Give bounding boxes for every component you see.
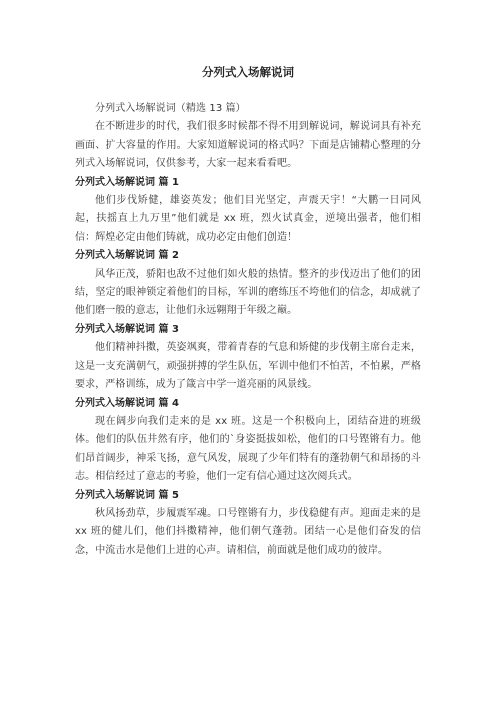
section-heading: 分列式入场解说词 篇 4 bbox=[75, 397, 179, 409]
section-heading: 分列式入场解说词 篇 2 bbox=[75, 250, 179, 262]
document-subtitle: 分列式入场解说词（精选 13 篇） bbox=[95, 103, 246, 114]
document-page bbox=[75, 64, 421, 560]
section-heading: 分列式入场解说词 篇 3 bbox=[75, 323, 179, 335]
intro-paragraph: 在不断进步的时代，我们很多时候都不得不用到解说词，解说词具有补充画面、扩大容量的作用。大家知道解说词的格式吗？下面是店铺精心整理的分列式入场解说词，仅供参考，大家一起来看看吧。 bbox=[75, 121, 421, 170]
section-paragraph: 现在阔步向我们走来的是 xx 班。这是一个积极向上，团结奋进的班级体。他们的队伍井然有序，他们的`身姿挺拔如松，他们的口号铿锵有力。他们昂首阔步，神采飞扬，意气风发，展现了少年们特有的蓬勃朝气和昂扬的斗志。相信经过了意志的考验，他们一定有信心通过这次阅兵式。 bbox=[75, 415, 421, 483]
section-paragraph: 风华正茂，骄阳也敌不过他们如火般的热情。整齐的步伐迈出了他们的团结，坚定的眼神锁定着他们的目标，军训的磨练压不垮他们的信念，却成就了他们磨一般的意志，让他们永远翱翔于年级之巅。 bbox=[75, 268, 421, 317]
section-heading: 分列式入场解说词 篇 1 bbox=[75, 176, 179, 188]
section-paragraph: 他们步伐矫健，雄姿英发；他们目光坚定，声震天宇！“大鹏一日同风起，扶摇直上九万里”他们就是 xx 班，烈火试真金，逆境出强者，他们相信：辉煌必定由他们铸就，成功必定由他们创造！ bbox=[75, 195, 421, 243]
section-paragraph: 秋风扬劲草，步履震军魂。口号铿锵有力，步伐稳健有声。迎面走来的是 xx 班的健儿们，他们抖擞精神，他们朝气蓬勃。团结一心是他们奋发的信念，中流击水是他们上进的心声。请相信，前面就是他们成功的彼岸。 bbox=[75, 507, 421, 556]
section-paragraph: 他们精神抖擞，英姿飒爽，带着青春的气息和矫健的步伐朝主席台走来，这是一支充满朝气，顽强拼搏的学生队伍，军训中他们不怕苦，不怕累，严格要求，严格训练，成为了箴言中学一道亮丽的风景线。 bbox=[75, 342, 421, 391]
section-heading: 分列式入场解说词 篇 5 bbox=[75, 489, 179, 501]
document-title: 分列式入场解说词 bbox=[202, 65, 294, 79]
